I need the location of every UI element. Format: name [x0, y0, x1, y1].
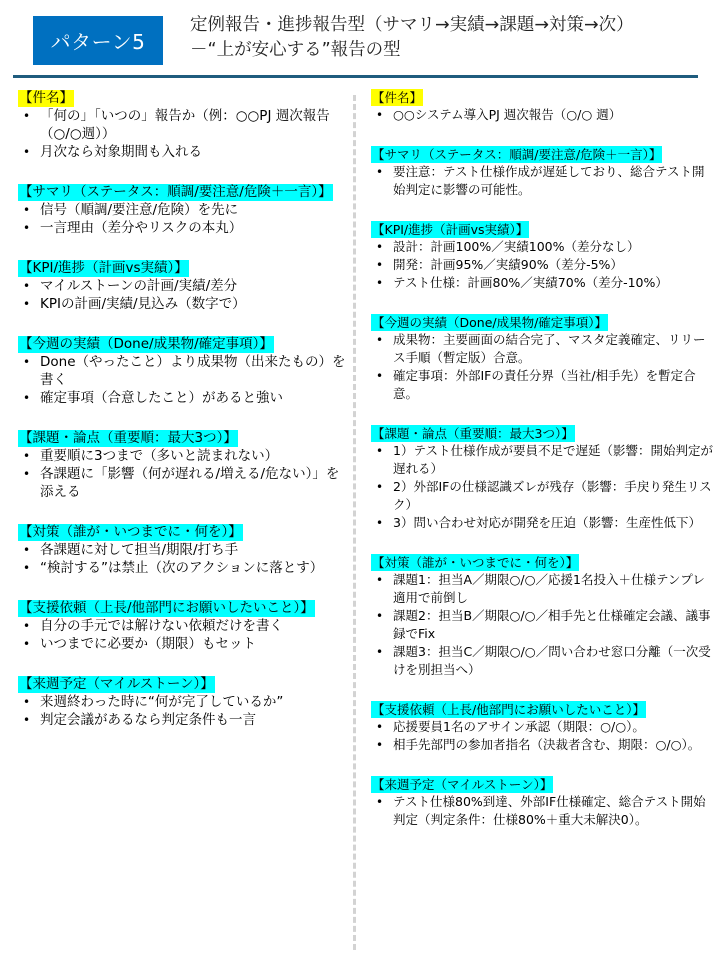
list-item: • Done（やったこと）より成果物（出来たもの）を書く	[18, 353, 348, 389]
section	[18, 427, 348, 501]
bullet-list	[18, 353, 348, 407]
section-heading: 【対策（誰が・いつまでに・何を）】	[19, 524, 242, 540]
section-heading: 【課題・論点（重要順：最大3つ）】	[19, 430, 237, 446]
section-heading: 【対策（誰が・いつまでに・何を）】	[372, 555, 579, 570]
bullet-list	[371, 163, 716, 199]
section	[18, 181, 348, 237]
list-item: • 信号（順調/要注意/危険）を先に	[18, 201, 348, 219]
section	[18, 257, 348, 313]
list-item: • 開発：計画95%／実績90%（差分-5%）	[371, 256, 716, 274]
section-heading: 【サマリ（ステータス：順調/要注意/危険＋一言）】	[19, 184, 332, 200]
list-item: • “検討する”は禁止（次のアクションに落とす）	[18, 559, 348, 577]
list-item: • 2）外部IFの仕様認識ズレが残存（影響：手戻り発生リスク）	[371, 478, 716, 514]
list-item: • 3）問い合わせ対応が開発を圧迫（影響：生産性低下）	[371, 514, 716, 532]
section-heading: 【課題・論点（重要順：最大3つ）】	[372, 426, 574, 441]
bullet-list	[371, 238, 716, 292]
section	[371, 87, 716, 124]
bullet-list	[18, 693, 348, 729]
section	[18, 333, 348, 407]
list-item: • 自分の手元では解けない依頼だけを書く	[18, 617, 348, 635]
bullet-list	[371, 442, 716, 532]
list-item: • 各課題に「影響（何が遅れる/増える/危ない）」を添える	[18, 465, 348, 501]
section-heading: 【件名】	[19, 90, 73, 106]
list-item: • 相手先部門の参加者指名（決裁者含む、期限：○/○）。	[371, 736, 716, 754]
list-item: • 来週終わった時に“何が完了しているか”	[18, 693, 348, 711]
section	[371, 312, 716, 403]
list-item: • 確定事項（合意したこと）があると強い	[18, 389, 348, 407]
page-title	[190, 13, 720, 63]
list-item: • テスト仕様：計画80%／実績70%（差分-10%）	[371, 274, 716, 292]
list-item: • 設計：計画100%／実績100%（差分なし）	[371, 238, 716, 256]
list-item: • 課題3：担当C／期限○/○／問い合わせ窓口分離（一次受けを別担当へ）	[371, 643, 716, 679]
bullet-list	[371, 793, 716, 829]
list-item: • 重要順に3つまで（多いと読まれない）	[18, 447, 348, 465]
bullet-list	[371, 106, 716, 124]
list-item: • 各課題に対して担当/期限/打ち手	[18, 541, 348, 559]
list-item: • 確定事項：外部IFの責任分界（当社/相手先）を暫定合意。	[371, 367, 716, 403]
section	[18, 673, 348, 729]
section-heading: 【支援依頼（上長/他部門にお願いしたいこと）】	[19, 600, 314, 616]
list-item: • テスト仕様80%到達、外部IF仕様確定、総合テスト開始判定（判定条件：仕様80%＋重大未解決0）。	[371, 793, 716, 829]
bullet-list	[18, 541, 348, 577]
section-heading: 【KPI/進捗（計画vs実績）】	[19, 260, 188, 276]
section-heading: 【来週予定（マイルストーン）】	[372, 777, 553, 792]
bullet-list	[371, 718, 716, 754]
title-line-2: －“上が安心する”報告の型	[190, 40, 401, 60]
list-item: • 課題1：担当A／期限○/○／応援1名投入＋仕様テンプレ適用で前倒し	[371, 571, 716, 607]
list-item: • ○○システム導入PJ 週次報告（○/○ 週）	[371, 106, 716, 124]
section	[371, 423, 716, 532]
template-column	[18, 87, 348, 749]
list-item: • 成果物：主要画面の結合完了、マスタ定義確定、リリース手順（暫定版）合意。	[371, 331, 716, 367]
section	[371, 144, 716, 199]
bullet-list	[18, 107, 348, 161]
list-item: • 「何の」「いつの」報告か（例：○○PJ 週次報告（○/○週））	[18, 107, 348, 143]
list-item: • 一言理由（差分やリスクの本丸）	[18, 219, 348, 237]
example-column	[371, 87, 716, 849]
section-heading: 【来週予定（マイルストーン）】	[19, 676, 214, 692]
section-heading: 【サマリ（ステータス：順調/要注意/危険＋一言）】	[372, 147, 662, 162]
column-divider	[353, 95, 356, 950]
section	[371, 774, 716, 829]
section	[18, 521, 348, 577]
bullet-list	[18, 277, 348, 313]
bullet-list	[18, 201, 348, 237]
list-item: • 応援要員1名のアサイン承認（期限：○/○）。	[371, 718, 716, 736]
section-heading: 【今週の実績（Done/成果物/確定事項）】	[19, 336, 273, 352]
list-item: • KPIの計画/実績/見込み（数字で）	[18, 295, 348, 313]
section	[18, 87, 348, 161]
bullet-list	[18, 617, 348, 653]
title-line-1: 定例報告・進捗報告型（サマリ→実績→課題→対策→次）	[190, 15, 634, 35]
pattern-badge: パターン5	[33, 16, 163, 65]
list-item: • 要注意：テスト仕様作成が遅延しており、総合テスト開始判定に影響の可能性。	[371, 163, 716, 199]
bullet-list	[18, 447, 348, 501]
list-item: • 判定会議があるなら判定条件も一言	[18, 711, 348, 729]
section-heading: 【今週の実績（Done/成果物/確定事項）】	[372, 315, 608, 330]
list-item: • マイルストーンの計画/実績/差分	[18, 277, 348, 295]
bullet-list	[371, 571, 716, 679]
list-item: • 月次なら対象期間も入れる	[18, 143, 348, 161]
list-item: • 1）テスト仕様作成が要員不足で遅延（影響：開始判定が遅れる）	[371, 442, 716, 478]
list-item: • いつまでに必要か（期限）もセット	[18, 635, 348, 653]
bullet-list	[371, 331, 716, 403]
section	[371, 552, 716, 679]
section	[18, 597, 348, 653]
section	[371, 219, 716, 292]
section	[371, 699, 716, 754]
header-divider	[13, 75, 698, 78]
section-heading: 【支援依頼（上長/他部門にお願いしたいこと）】	[372, 702, 645, 717]
section-heading: 【件名】	[372, 90, 423, 105]
list-item: • 課題2：担当B／期限○/○／相手先と仕様確定会議、議事録でFix	[371, 607, 716, 643]
section-heading: 【KPI/進捗（計画vs実績）】	[372, 222, 529, 237]
